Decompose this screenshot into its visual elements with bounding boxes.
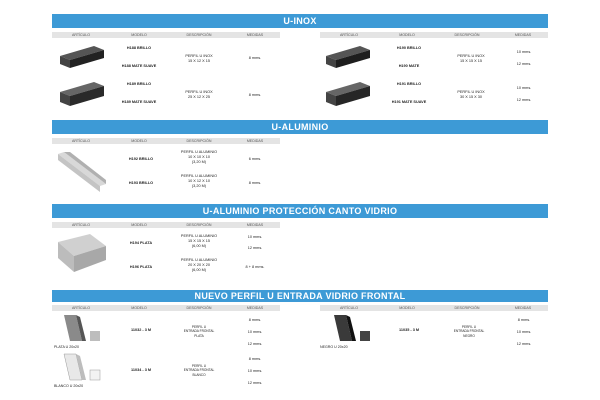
header-descripcion: DESCRIPCIÓN (186, 223, 212, 227)
header-modelo: MODELO (131, 306, 147, 310)
description: PERFIL U ALUMINIO 15 X 15 X 15 (6,00 M) (180, 234, 218, 249)
header-medidas: MEDIDAS (514, 33, 532, 37)
header-descripcion: DESCRIPCIÓN (186, 139, 212, 143)
measure: 8 mms. (248, 56, 262, 60)
header-articulo: ARTÍCULO (339, 306, 359, 310)
measure: 10 mms. (516, 86, 532, 90)
profile-image-dark (324, 44, 372, 70)
section-title-uinox: U-INOX (52, 14, 548, 28)
header-descripcion: DESCRIPCIÓN (186, 33, 212, 37)
header-modelo: MODELO (399, 306, 415, 310)
model-label: H188 BRILLO (126, 46, 152, 50)
model-label: 11032 - 3 M (130, 328, 152, 332)
model-label: H194 PLATA (129, 241, 153, 245)
section-title-nuevo-perfil: NUEVO PERFIL U ENTRADA VIDRIO FRONTAL (52, 290, 548, 302)
profile-image-dark (324, 80, 372, 108)
measure: 10 mms. (247, 369, 263, 373)
header-articulo: ARTÍCULO (71, 223, 91, 227)
profile-image-aluminium (56, 150, 108, 194)
table-header (52, 138, 280, 144)
header-medidas: MEDIDAS (246, 223, 264, 227)
measure: 8 mms. (248, 181, 262, 185)
measure: 10 mms. (516, 50, 532, 54)
header-medidas: MEDIDAS (246, 139, 264, 143)
model-label: H189 MATE SUAVE (121, 100, 157, 104)
table-header (320, 32, 548, 38)
header-modelo: MODELO (131, 33, 147, 37)
profile-image-dark (58, 80, 106, 108)
header-articulo: ARTÍCULO (339, 33, 359, 37)
measure: 12 mms. (516, 98, 532, 102)
header-medidas: MEDIDAS (246, 33, 264, 37)
table-header (52, 32, 280, 38)
description: PERFIL U ENTRADA FRONTAL BLANCO (183, 364, 215, 377)
table-header (320, 305, 548, 311)
measure: 10 mms. (247, 330, 263, 334)
measure: 10 mms. (247, 235, 263, 239)
measure: 8 mms. (248, 357, 262, 361)
measure: 12 mms. (516, 62, 532, 66)
description: PERFIL U ENTRADA FRONTAL PLATA (183, 325, 215, 338)
model-label: H189 BRILLO (126, 82, 152, 86)
description: PERFIL U INOX 15 X 12 X 15 (185, 54, 213, 64)
model-label: H191 BRILLO (396, 82, 422, 86)
description: PERFIL U ALUMINIO 20 X 20 X 20 (6,00 M) (180, 258, 218, 273)
header-articulo: ARTÍCULO (71, 33, 91, 37)
profile-image-black (328, 313, 374, 343)
description: PERFIL U ALUMINIO 10 X 12 X 10 (3,20 M) (180, 174, 218, 189)
description: PERFIL U INOX 15 X 15 X 15 (457, 54, 485, 64)
model-label: 11035 - 3 M (398, 328, 420, 332)
measure: 12 mms. (516, 342, 532, 346)
header-medidas: MEDIDAS (246, 306, 264, 310)
measure: 8 mms. (248, 93, 262, 97)
header-modelo: MODELO (399, 33, 415, 37)
model-label: H196 PLATA (129, 265, 153, 269)
measure: 10 mms. (516, 330, 532, 334)
model-label: H192 BRILLO (128, 157, 154, 161)
measure: 12 mms. (247, 381, 263, 385)
header-descripcion: DESCRIPCIÓN (186, 306, 212, 310)
header-articulo: ARTÍCULO (71, 139, 91, 143)
model-label: 11034 - 3 M (130, 368, 152, 372)
measure: 12 mms. (247, 246, 263, 250)
model-label: H193 BRILLO (128, 181, 154, 185)
description: PERFIL U ALUMINIO 10 X 10 X 10 (3,20 M) (180, 150, 218, 165)
measure: 8 + 8 mms. (245, 265, 265, 269)
measure: 12 mms. (247, 342, 263, 346)
measure: 8 mms. (517, 318, 531, 322)
model-label: H188 MATE SUAVE (121, 64, 157, 68)
header-articulo: ARTÍCULO (71, 306, 91, 310)
model-label: H190 MATE (398, 64, 420, 68)
profile-image-dark (58, 44, 106, 70)
header-medidas: MEDIDAS (514, 306, 532, 310)
header-descripcion: DESCRIPCIÓN (454, 33, 480, 37)
caption: BLANCO U 20x20 (54, 384, 84, 388)
section-title-ualuminio: U-ALUMINIO (52, 120, 548, 134)
profile-image-silver (58, 313, 104, 343)
header-modelo: MODELO (131, 223, 147, 227)
model-label: H190 BRILLO (396, 46, 422, 50)
table-header (52, 222, 280, 228)
measure: 6 mms. (248, 157, 262, 161)
profile-image-aluminium (56, 232, 108, 274)
description: PERFIL U INOX 25 X 12 X 25 (185, 90, 213, 100)
section-title-ualuminio-vidrio: U-ALUMINIO PROTECCIÓN CANTO VIDRIO (52, 204, 548, 218)
table-header (52, 305, 280, 311)
header-modelo: MODELO (131, 139, 147, 143)
caption: PLATA U 20x20 (54, 345, 80, 349)
description: PERFIL U ENTRADA FRONTAL NEGRO (453, 325, 485, 338)
profile-image-white (58, 352, 104, 382)
description: PERFIL U INOX 30 X 15 X 30 (457, 90, 485, 100)
caption: NEGRO U 20x20 (320, 345, 348, 349)
measure: 8 mms. (248, 318, 262, 322)
header-descripcion: DESCRIPCIÓN (454, 306, 480, 310)
model-label: H191 MATE SUAVE (391, 100, 427, 104)
